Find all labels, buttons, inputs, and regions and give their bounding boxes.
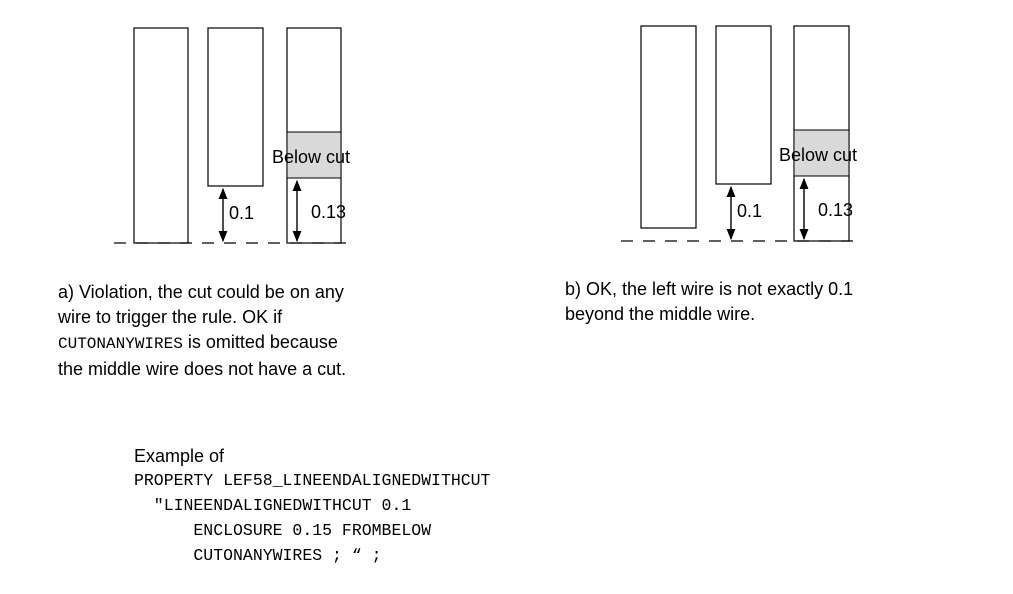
dimension-label-b-short: 0.1	[737, 201, 763, 221]
caption-a-line-3	[58, 330, 346, 357]
dimension-label-b-long: 0.13	[818, 200, 854, 220]
cut-label-a: Below cut	[272, 147, 351, 167]
panel-b	[621, 26, 863, 241]
wire-b-middle	[716, 26, 771, 184]
example-title: Example of	[134, 446, 225, 466]
code-line-3: ENCLOSURE 0.15 FROMBELOW	[134, 521, 432, 540]
caption-a-keyword: CUTONANYWIRES	[58, 335, 183, 353]
caption-b	[565, 277, 853, 327]
code-line-1: PROPERTY LEF58_LINEENDALIGNEDWITHCUT	[134, 471, 491, 490]
caption-a-line-4: the middle wire does not have a cut.	[58, 359, 347, 379]
panel-a	[114, 28, 356, 243]
caption-a	[58, 280, 346, 382]
caption-b-line-1: b) OK, the left wire is not exactly 0.1	[565, 279, 854, 299]
dimension-label-a-short: 0.1	[229, 203, 255, 223]
wire-b-left	[641, 26, 696, 228]
caption-a-line-1: a) Violation, the cut could be on any	[58, 282, 344, 302]
caption-a-line-2: wire to trigger the rule. OK if	[58, 307, 283, 327]
cut-label-b: Below cut	[779, 145, 858, 165]
code-line-4: CUTONANYWIRES ; “ ;	[134, 546, 382, 565]
dimension-label-a-long: 0.13	[311, 202, 347, 222]
wire-a-middle	[208, 28, 263, 186]
caption-a-line-3-rest: is omitted because	[182, 332, 338, 352]
code-line-2: "LINEENDALIGNEDWITHCUT 0.1	[134, 496, 412, 515]
caption-b-line-2: beyond the middle wire.	[565, 304, 756, 324]
wire-a-left	[134, 28, 188, 243]
example-block	[134, 444, 490, 568]
